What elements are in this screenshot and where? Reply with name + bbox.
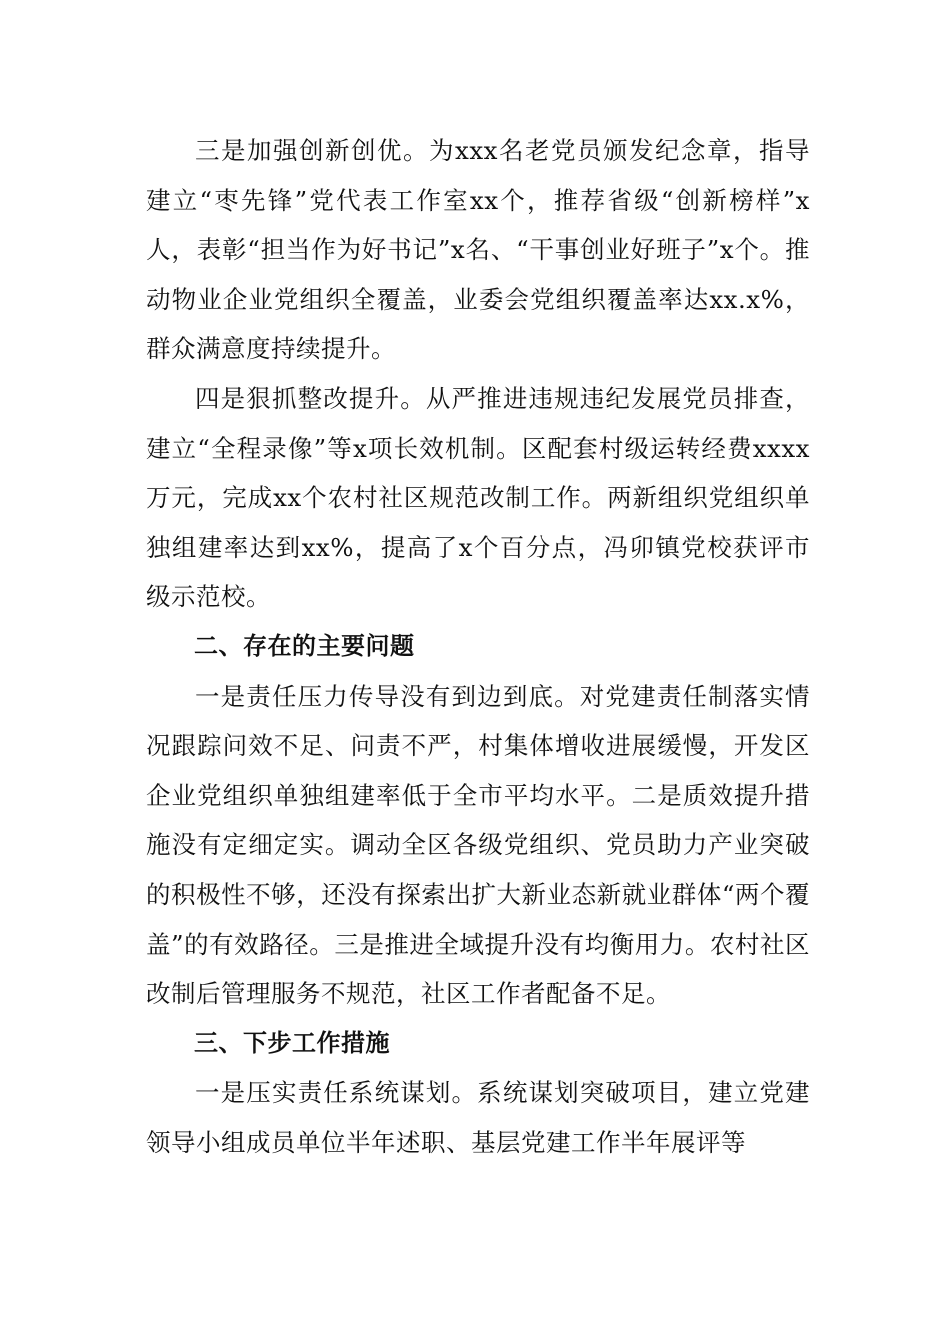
paragraph-rectification: 四是狠抓整改提升。从严推进违规违纪发展党员排查，建立“全程录像”等x项长效机制。区配套村级运转经费xxxx万元，完成xx个农村社区规范改制工作。两新组织党组织单独组建率达到xx%，提高了x个百分点，冯卯镇党校获评市级示范校。 [146, 383, 810, 612]
document-page [146, 126, 810, 1167]
paragraph-problems: 一是责任压力传导没有到边到底。对党建责任制落实情况跟踪问效不足、问责不严，村集体增收进展缓慢，开发区企业党组织单独组建率低于全市平均水平。二是质效提升措施没有定细定实。调动全区各级党组织、党员助力产业突破的积极性不够，还没有探索出扩大新业态新就业群体“两个覆盖”的有效路径。三是推进全域提升没有均衡用力。农村社区改制后管理服务不规范，社区工作者配备不足。 [146, 681, 810, 1009]
paragraph-innovation: 三是加强创新创优。为xxx名老党员颁发纪念章，指导建立“枣先锋”党代表工作室xx个，推荐省级“创新榜样”x人，表彰“担当作为好书记”x名、“干事创业好班子”x个。推动物业企业党组织全覆盖，业委会党组织覆盖率达xx.x%，群众满意度持续提升。 [146, 136, 810, 364]
section-heading-problems: 二、存在的主要问题 [194, 631, 415, 660]
paragraph-next-steps: 一是压实责任系统谋划。系统谋划突破项目，建立党建领导小组成员单位半年述职、基层党建工作半年展评等 [146, 1078, 810, 1157]
section-heading-next-steps: 三、下步工作措施 [194, 1028, 390, 1057]
